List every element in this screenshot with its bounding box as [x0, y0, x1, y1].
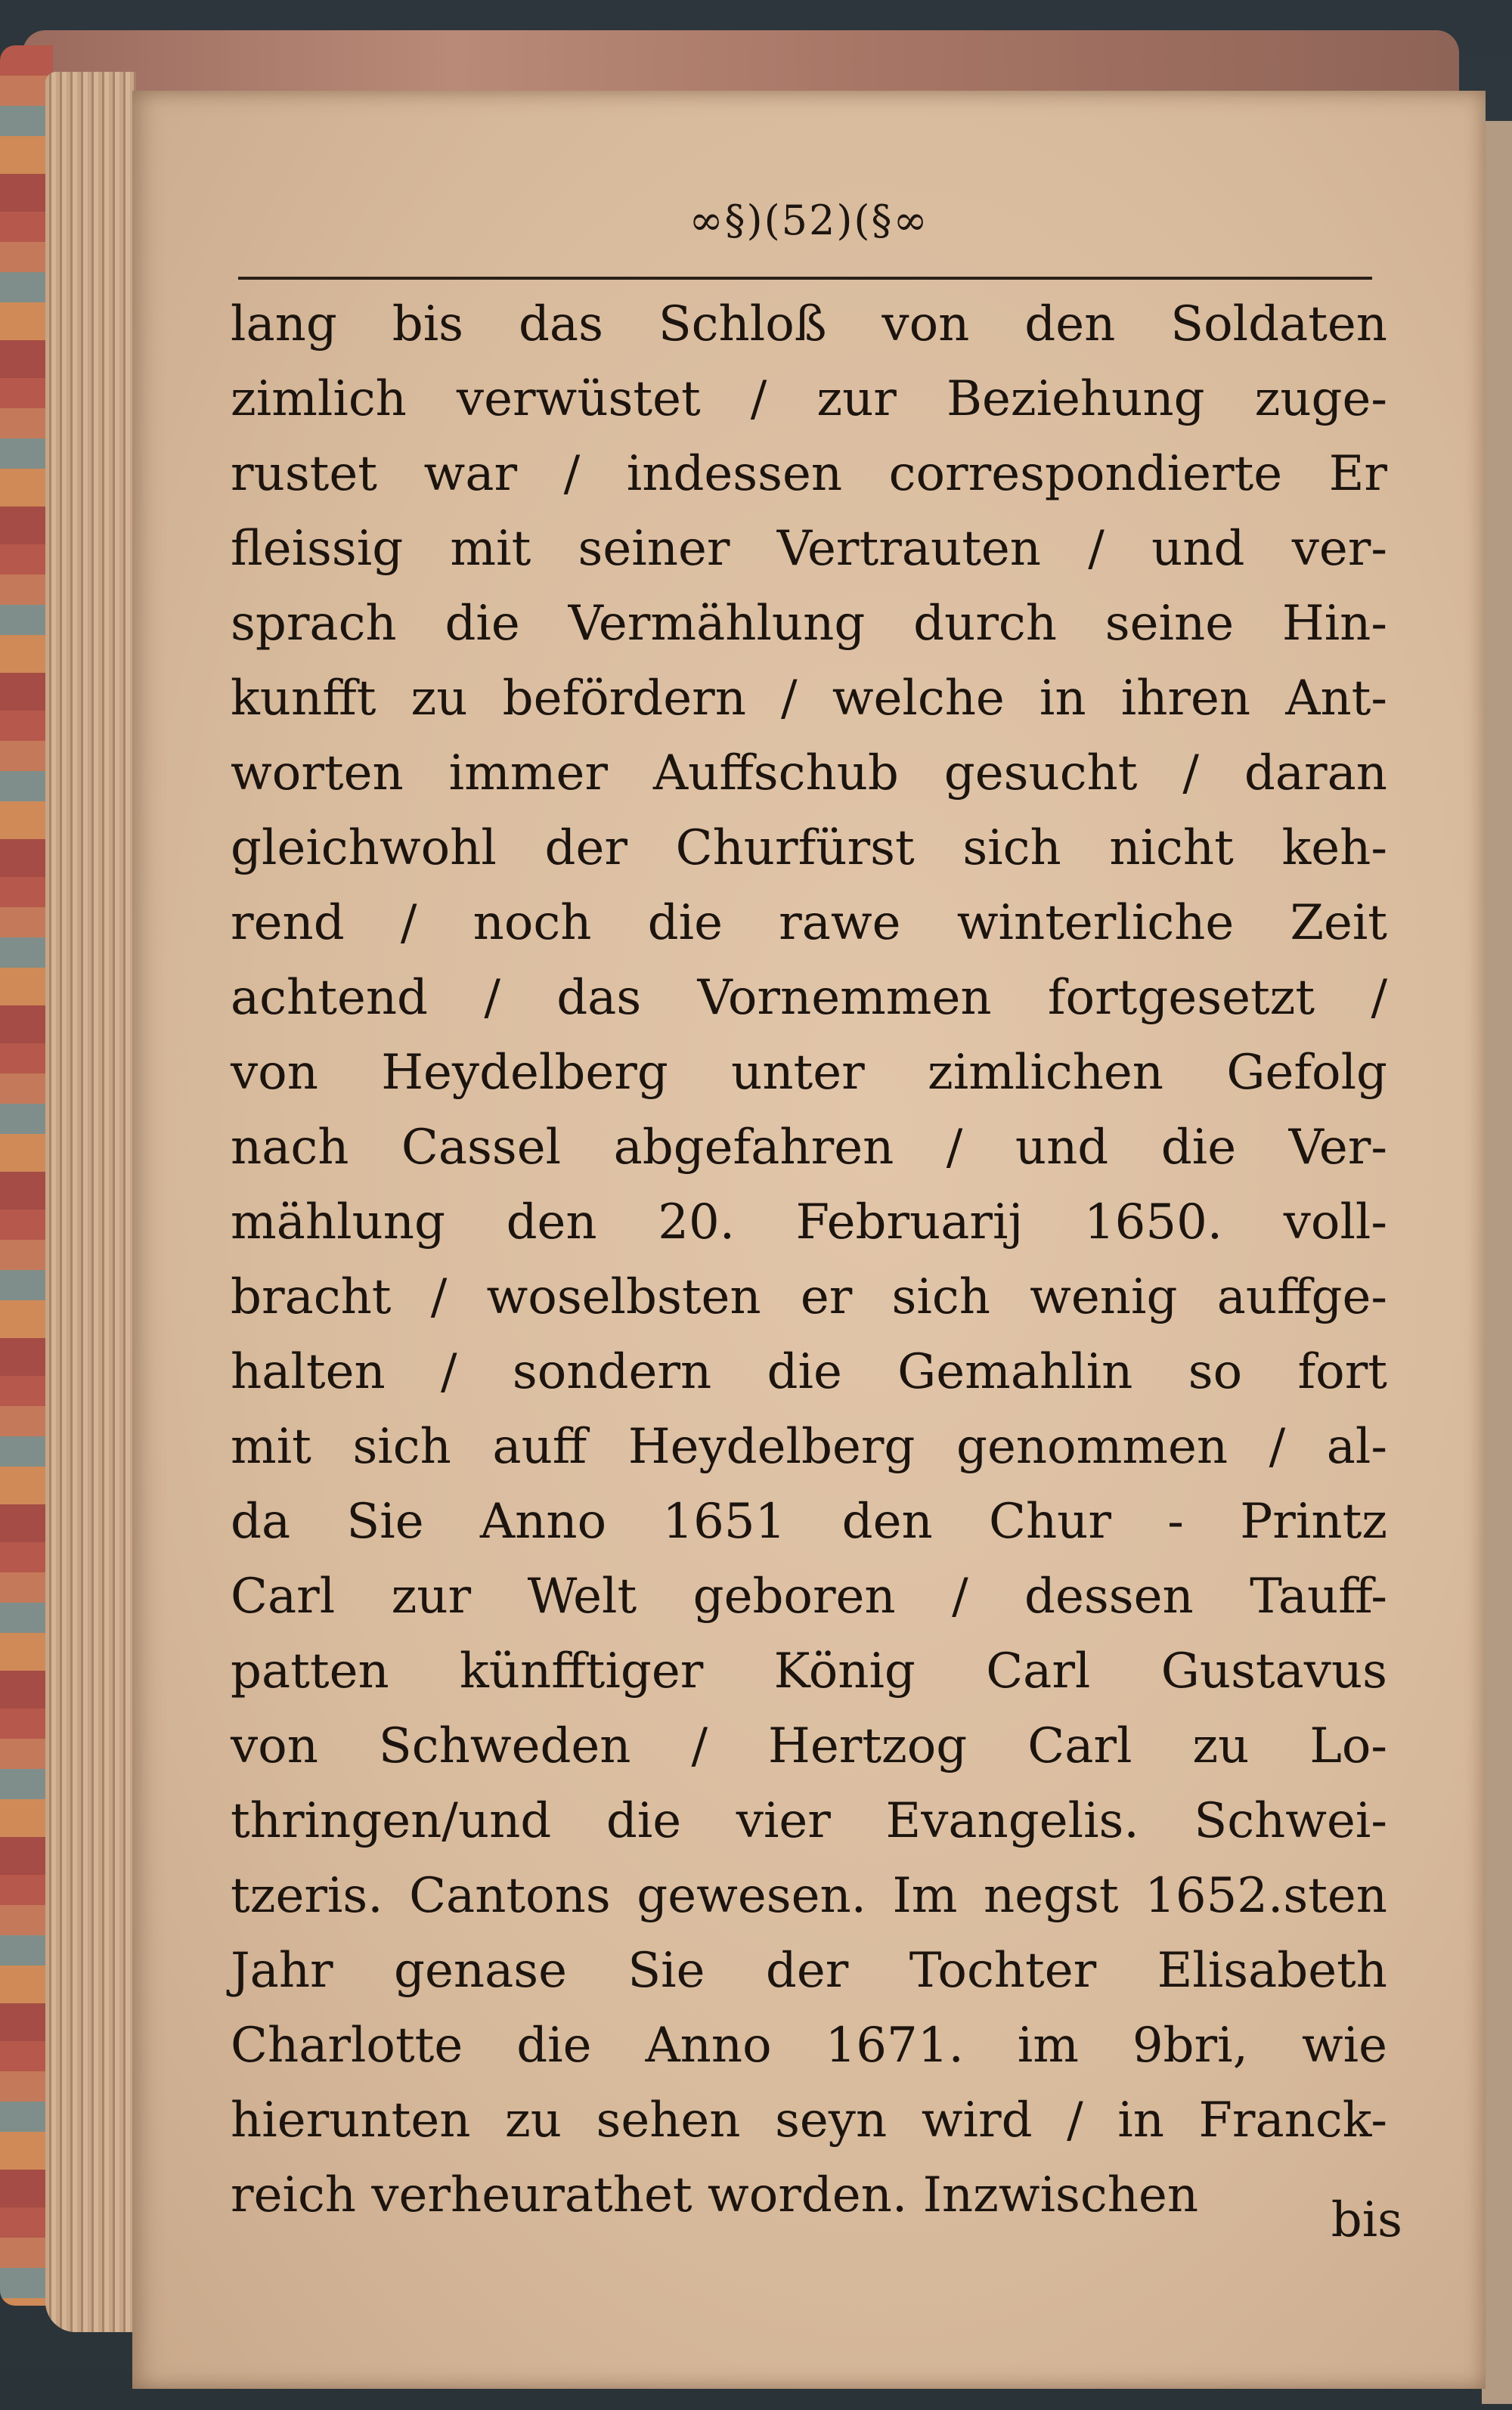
- text-line: nach Cassel abgefahren / und die Ver-: [231, 1120, 1387, 1176]
- text-line: hierunten zu sehen seyn wird / in Franck-: [231, 2092, 1387, 2148]
- book-page: [132, 91, 1486, 2389]
- text-line: reich verheurathet worden. Inzwischen: [231, 2167, 1199, 2223]
- body-text: [231, 287, 1387, 2233]
- text-line: Jahr genase Sie der Tochter Elisabeth: [231, 1943, 1387, 1999]
- text-line: achtend / das Vornemmen fortgesetzt /: [231, 970, 1387, 1026]
- text-line: Carl zur Welt geboren / dessen Tauff-: [231, 1569, 1387, 1625]
- page-edges: [45, 72, 136, 2332]
- text-line: thringen/und die vier Evangelis. Schwei-: [231, 1793, 1387, 1849]
- header-rule: [238, 277, 1372, 280]
- text-line: rustet war / indessen correspondierte Er: [231, 446, 1387, 502]
- text-line: rend / noch die rawe winterliche Zeit: [231, 895, 1387, 951]
- text-line: bracht / woselbsten er sich wenig auffge-: [231, 1269, 1387, 1325]
- text-line: mählung den 20. Februarij 1650. voll-: [231, 1194, 1387, 1250]
- text-line: zimlich verwüstet / zur Beziehung zuge-: [231, 371, 1387, 427]
- text-line: lang bis das Schloß von den Soldaten: [231, 296, 1387, 352]
- text-line: tzeris. Cantons gewesen. Im negst 1652.sten: [231, 1868, 1387, 1924]
- text-line: von Schweden / Hertzog Carl zu Lo-: [231, 1718, 1387, 1774]
- page-header: ∞§)(52)(§∞: [689, 197, 929, 244]
- text-line: sprach die Vermählung durch seine Hin-: [231, 596, 1387, 652]
- text-line: halten / sondern die Gemahlin so fort: [231, 1344, 1387, 1400]
- text-line: fleissig mit seiner Vertrauten / und ver-: [231, 521, 1387, 577]
- text-line: Charlotte die Anno 1671. im 9bri, wie: [231, 2018, 1387, 2074]
- book-top-edge: [23, 30, 1459, 98]
- text-line: mit sich auff Heydelberg genommen / al-: [231, 1419, 1387, 1475]
- text-line: worten immer Auffschub gesucht / daran: [231, 745, 1387, 801]
- text-line: gleichwohl der Churfürst sich nicht keh-: [231, 820, 1387, 876]
- text-line: kunfft zu befördern / welche in ihren Ant-: [231, 671, 1387, 726]
- text-line: da Sie Anno 1651 den Chur - Printz: [231, 1494, 1387, 1550]
- facing-page-edge: [1482, 121, 1512, 2404]
- text-line: patten künfftiger König Carl Gustavus: [231, 1643, 1387, 1699]
- catchword: bis: [1331, 2192, 1402, 2248]
- text-line: von Heydelberg unter zimlichen Gefolg: [231, 1045, 1387, 1101]
